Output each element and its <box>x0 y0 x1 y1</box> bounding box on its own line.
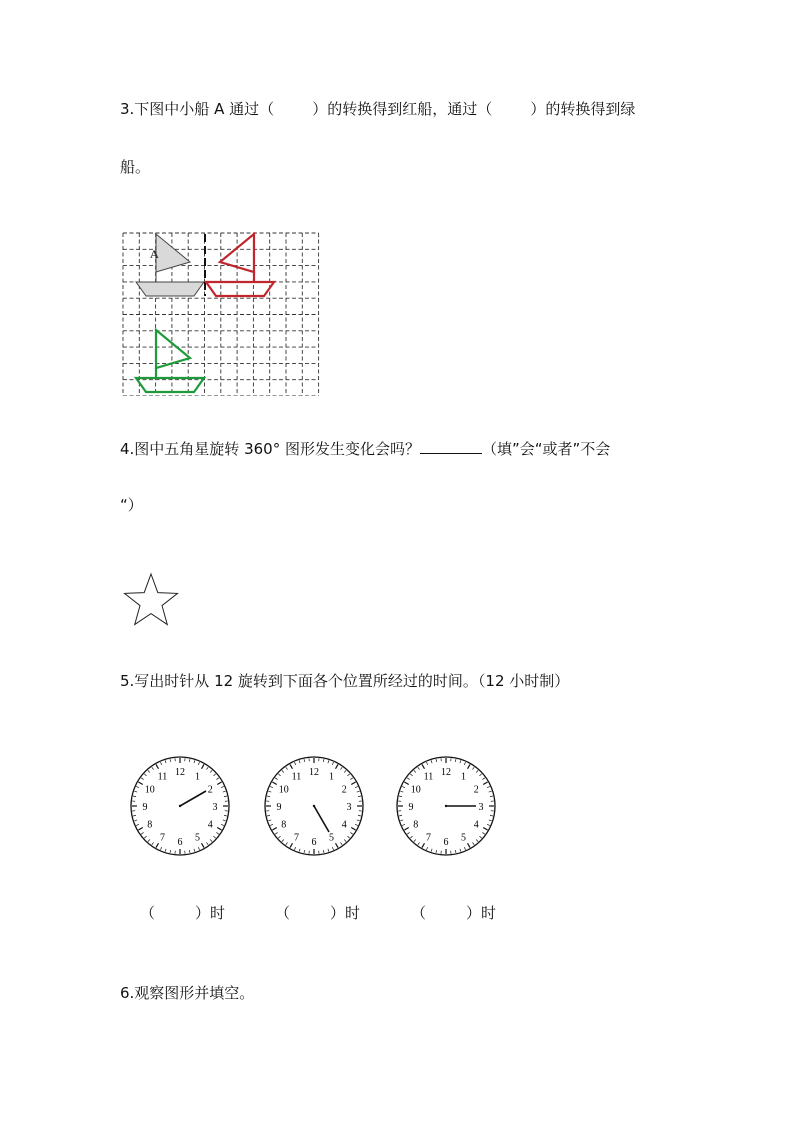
clock-tick <box>216 832 218 834</box>
clock-tick <box>344 839 346 841</box>
clock-number: 9 <box>408 802 414 813</box>
clock-tick <box>422 764 425 768</box>
clock-number: 6 <box>443 837 449 848</box>
clock-number: 8 <box>413 819 419 831</box>
clock-tick <box>350 778 352 780</box>
clock-tick <box>267 815 270 816</box>
clock-tick <box>482 778 484 780</box>
clock-tick <box>148 839 150 841</box>
clock-tick <box>290 843 293 847</box>
clock-tick <box>286 767 288 769</box>
clock-tick <box>347 836 349 838</box>
clock-number: 6 <box>311 837 317 848</box>
clock-tick <box>224 815 227 816</box>
clock-tick <box>194 760 195 763</box>
clock-tick <box>134 820 137 821</box>
clock-number: 7 <box>426 832 431 844</box>
clock-tick <box>431 760 432 763</box>
clock-tick <box>399 815 402 816</box>
clock-number: 3 <box>346 802 352 813</box>
clock-tick <box>400 820 403 821</box>
clock-tick <box>418 767 420 769</box>
clock-tick <box>351 782 355 785</box>
clock-tick <box>217 828 221 831</box>
label-a: A <box>150 247 159 261</box>
clock-tick <box>487 786 490 787</box>
clock-tick <box>299 760 300 763</box>
clock-tick <box>294 762 295 765</box>
clock-tick <box>133 796 136 797</box>
clock-tick <box>210 839 212 841</box>
clock-tick <box>223 820 226 821</box>
clock-tick <box>358 815 361 816</box>
clock-tick <box>278 836 280 838</box>
hour-hand <box>180 791 206 806</box>
clock-number: 10 <box>144 784 155 796</box>
hour-hand <box>314 806 329 832</box>
clock-tick <box>136 824 139 825</box>
clock-number: 4 <box>473 819 479 831</box>
clock-tick <box>270 786 273 787</box>
clock-number: 4 <box>207 819 213 831</box>
clock-number: 5 <box>461 832 466 844</box>
clock-tick <box>436 850 437 853</box>
clock-2 <box>262 754 366 858</box>
clock-number: 3 <box>212 802 218 813</box>
clock-tick <box>355 824 358 825</box>
clock-tick <box>468 764 471 768</box>
clock-tick <box>328 849 329 852</box>
clock-tick <box>357 820 360 821</box>
clock-number: 6 <box>177 837 183 848</box>
clock-tick <box>194 849 195 852</box>
star-shape <box>122 572 180 628</box>
clock-tick <box>336 843 339 847</box>
clock-number: 11 <box>291 771 302 783</box>
clock-tick <box>268 820 271 821</box>
clock-tick <box>270 824 273 825</box>
clock-tick <box>206 842 208 844</box>
clock-tick <box>216 778 218 780</box>
clock-number: 10 <box>410 784 421 796</box>
clock-tick <box>223 791 226 792</box>
clock-tick <box>336 764 339 768</box>
clock-tick <box>189 850 190 853</box>
answer-3 <box>411 902 496 923</box>
clock-tick <box>138 828 142 831</box>
clock-tick <box>407 832 409 834</box>
clock-number: 11 <box>423 771 434 783</box>
clock-number: 2 <box>341 784 347 796</box>
clock-tick <box>221 824 224 825</box>
clock-tick <box>483 782 487 785</box>
clock-tick <box>198 762 199 765</box>
clock-tick <box>476 770 478 772</box>
clock-tick <box>426 847 427 850</box>
clock-tick <box>224 796 227 797</box>
clock-tick <box>483 828 487 831</box>
clock-tick <box>294 847 295 850</box>
q3-line2: 船。 <box>120 158 151 176</box>
clock-tick <box>468 843 471 847</box>
q4-line1-part1: 4.图中五角星旋转 360° 图形发生变化会吗？ <box>120 440 420 458</box>
clock-tick <box>414 839 416 841</box>
clock-number: 5 <box>329 832 334 844</box>
clock-tick <box>400 791 403 792</box>
clock-number: 12 <box>175 767 185 778</box>
answer-1 <box>140 902 225 923</box>
answer-3-close: ）时 <box>466 904 497 922</box>
boat-a <box>136 234 204 296</box>
clock-tick <box>286 842 288 844</box>
clock-number: 7 <box>160 832 165 844</box>
clock-number: 2 <box>473 784 479 796</box>
clock-tick <box>213 836 215 838</box>
clock-tick <box>144 774 146 776</box>
clock-3 <box>394 754 498 858</box>
clock-tick <box>355 786 358 787</box>
clock-tick <box>133 815 136 816</box>
q6-title: 6.观察图形并填空。 <box>120 984 255 1002</box>
clock-tick <box>487 824 490 825</box>
clock-tick <box>189 759 190 762</box>
clock-tick <box>198 847 199 850</box>
clock-tick <box>479 836 481 838</box>
clock-tick <box>402 786 405 787</box>
clock-tick <box>455 850 456 853</box>
clock-tick <box>482 832 484 834</box>
clock-number: 10 <box>278 784 289 796</box>
clock-tick <box>472 842 474 844</box>
clock-number: 1 <box>461 771 466 783</box>
clock-tick <box>267 796 270 797</box>
clock-tick <box>156 764 159 768</box>
clock-number: 3 <box>478 802 484 813</box>
clock-tick <box>160 847 161 850</box>
clock-tick <box>472 767 474 769</box>
clock-number: 9 <box>142 802 148 813</box>
clock-center <box>445 805 447 807</box>
clock-center <box>313 805 315 807</box>
clock-number: 12 <box>441 767 451 778</box>
boat-grid-figure <box>122 232 324 396</box>
clock-tick <box>340 842 342 844</box>
clock-tick <box>165 849 166 852</box>
clock-number: 2 <box>207 784 213 796</box>
q4-blank[interactable] <box>420 439 482 454</box>
clock-number: 11 <box>157 771 168 783</box>
clock-tick <box>152 767 154 769</box>
clock-number: 4 <box>341 819 347 831</box>
clock-number: 8 <box>147 819 153 831</box>
clock-tick <box>213 774 215 776</box>
clock-tick <box>340 767 342 769</box>
clock-tick <box>278 774 280 776</box>
clock-tick <box>217 782 221 785</box>
answer-2-close: ）时 <box>330 904 361 922</box>
clock-tick <box>141 832 143 834</box>
clock-tick <box>358 796 361 797</box>
clock-tick <box>156 843 159 847</box>
clock-tick <box>148 770 150 772</box>
clock-tick <box>268 791 271 792</box>
clock-number: 1 <box>329 771 334 783</box>
clock-tick <box>436 759 437 762</box>
clock-tick <box>202 843 205 847</box>
clock-center <box>179 805 181 807</box>
clock-tick <box>347 774 349 776</box>
answer-1-open: （ <box>140 904 156 922</box>
clock-number: 9 <box>276 802 282 813</box>
clock-tick <box>170 759 171 762</box>
clock-tick <box>202 764 205 768</box>
clock-tick <box>165 760 166 763</box>
clock-tick <box>476 839 478 841</box>
q4-line1-part2: （填”会“或者”不会 <box>481 440 611 458</box>
clock-tick <box>141 778 143 780</box>
clock-tick <box>460 760 461 763</box>
clock-tick <box>221 786 224 787</box>
clock-tick <box>282 839 284 841</box>
clock-tick <box>410 774 412 776</box>
clock-tick <box>407 778 409 780</box>
clock-tick <box>282 770 284 772</box>
answer-3-open: （ <box>411 904 427 922</box>
clock-number: 8 <box>281 819 287 831</box>
clock-tick <box>351 828 355 831</box>
clock-tick <box>136 786 139 787</box>
clock-tick <box>272 828 276 831</box>
clock-tick <box>422 843 425 847</box>
clock-tick <box>328 760 329 763</box>
clock-tick <box>490 796 493 797</box>
clock-tick <box>299 849 300 852</box>
clock-tick <box>275 832 277 834</box>
clock-1 <box>128 754 232 858</box>
q4-line1 <box>120 438 610 459</box>
clock-tick <box>290 764 293 768</box>
answer-2 <box>275 902 360 923</box>
clock-tick <box>344 770 346 772</box>
q4-line2: “） <box>120 496 143 514</box>
clock-tick <box>404 828 408 831</box>
clock-tick <box>323 850 324 853</box>
clock-tick <box>464 762 465 765</box>
clock-tick <box>323 759 324 762</box>
q5-title: 5.写出时针从 12 旋转到下面各个位置所经过的时间。（12 小时制） <box>120 672 570 690</box>
clock-tick <box>404 782 408 785</box>
clock-tick <box>304 850 305 853</box>
clock-number: 7 <box>294 832 299 844</box>
clock-tick <box>332 847 333 850</box>
clock-tick <box>479 774 481 776</box>
clock-tick <box>138 782 142 785</box>
clock-tick <box>134 791 137 792</box>
clock-tick <box>144 836 146 838</box>
clock-number: 12 <box>309 767 319 778</box>
clock-tick <box>414 770 416 772</box>
clock-tick <box>152 842 154 844</box>
clock-tick <box>275 778 277 780</box>
clock-tick <box>206 767 208 769</box>
clock-tick <box>460 849 461 852</box>
clock-tick <box>272 782 276 785</box>
clock-tick <box>426 762 427 765</box>
clock-tick <box>489 820 492 821</box>
boat-green <box>136 330 204 392</box>
clock-tick <box>399 796 402 797</box>
clock-tick <box>332 762 333 765</box>
clock-tick <box>170 850 171 853</box>
clock-tick <box>418 842 420 844</box>
clock-tick <box>490 815 493 816</box>
clock-tick <box>464 847 465 850</box>
clock-tick <box>431 849 432 852</box>
clock-tick <box>402 824 405 825</box>
answer-2-open: （ <box>275 904 291 922</box>
clock-tick <box>489 791 492 792</box>
clock-number: 1 <box>195 771 200 783</box>
clock-tick <box>410 836 412 838</box>
boat-red <box>206 234 274 296</box>
clock-tick <box>160 762 161 765</box>
clock-tick <box>210 770 212 772</box>
answer-1-close: ）时 <box>195 904 226 922</box>
clock-tick <box>350 832 352 834</box>
q3-line1: 3.下图中小船 A 通过（ ）的转换得到红船，通过（ ）的转换得到绿 <box>120 100 636 118</box>
clock-tick <box>455 759 456 762</box>
clock-number: 5 <box>195 832 200 844</box>
clock-tick <box>304 759 305 762</box>
clock-tick <box>357 791 360 792</box>
